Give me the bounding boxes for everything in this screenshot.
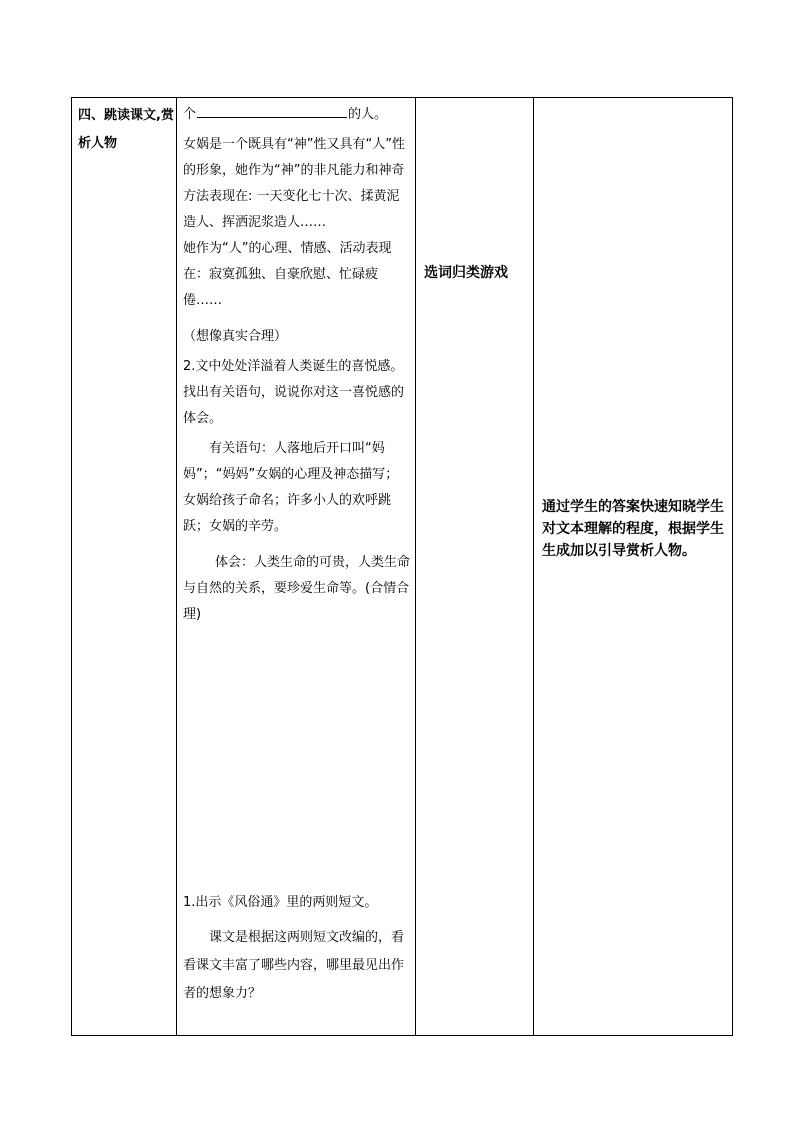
task-1: 1.出示《风俗通》里的两则短文。 xyxy=(183,895,378,910)
paragraph-note: （想像真实合理） xyxy=(183,329,288,344)
fill-blank xyxy=(197,103,347,118)
related-sentences: 有关语句：人落地后开口叫“妈妈”；“妈妈”女娲的心理及神态描写；女娲给孩子命名；许多小人的欢呼跳跃；女娲的辛劳。 xyxy=(183,441,399,534)
section-title: 四、跳读课文,赏析人物 xyxy=(78,108,174,151)
fill-prefix: 个 xyxy=(183,107,197,122)
activity-column xyxy=(416,98,534,1035)
fill-suffix: 的人。 xyxy=(348,107,388,122)
design-intent: 通过学生的答案快速知晓学生对文本理解的程度，根据学生生成加以引导赏析人物。 xyxy=(542,499,724,559)
reflection: 体会：人类生命的可贵，人类生命与自然的关系，要珍爱生命等。(合情合理) xyxy=(183,555,411,622)
paragraph-divine: 女娲是一个既具有“神”性又具有“人”性的形象，她作为“神”的非凡能力和神奇方法表现在: 一天变化七十次、揉黄泥造人、挥洒泥浆造人…… xyxy=(183,137,405,230)
paragraph-human: 她作为“人”的心理、情感、活动表现在：寂寞孤独、自豪欣慰、忙碌疲倦…… xyxy=(183,241,392,308)
section-column xyxy=(72,98,177,1035)
intent-column xyxy=(534,98,732,1035)
lesson-plan-table xyxy=(71,97,733,1036)
task-1-detail: 课文是根据这两则短文改编的，看看课文丰富了哪些内容，哪里最见出作者的想象力？ xyxy=(183,930,405,1001)
fill-in-line xyxy=(183,102,411,128)
question-2: 2.文中处处洋溢着人类诞生的喜悦感。找出有关语句，说说你对这一喜悦感的体会。 xyxy=(183,359,405,426)
content-column xyxy=(177,98,416,1035)
content-top xyxy=(183,102,411,628)
activity-label: 选词归类游戏 xyxy=(424,265,508,281)
content-bottom xyxy=(183,890,411,1008)
